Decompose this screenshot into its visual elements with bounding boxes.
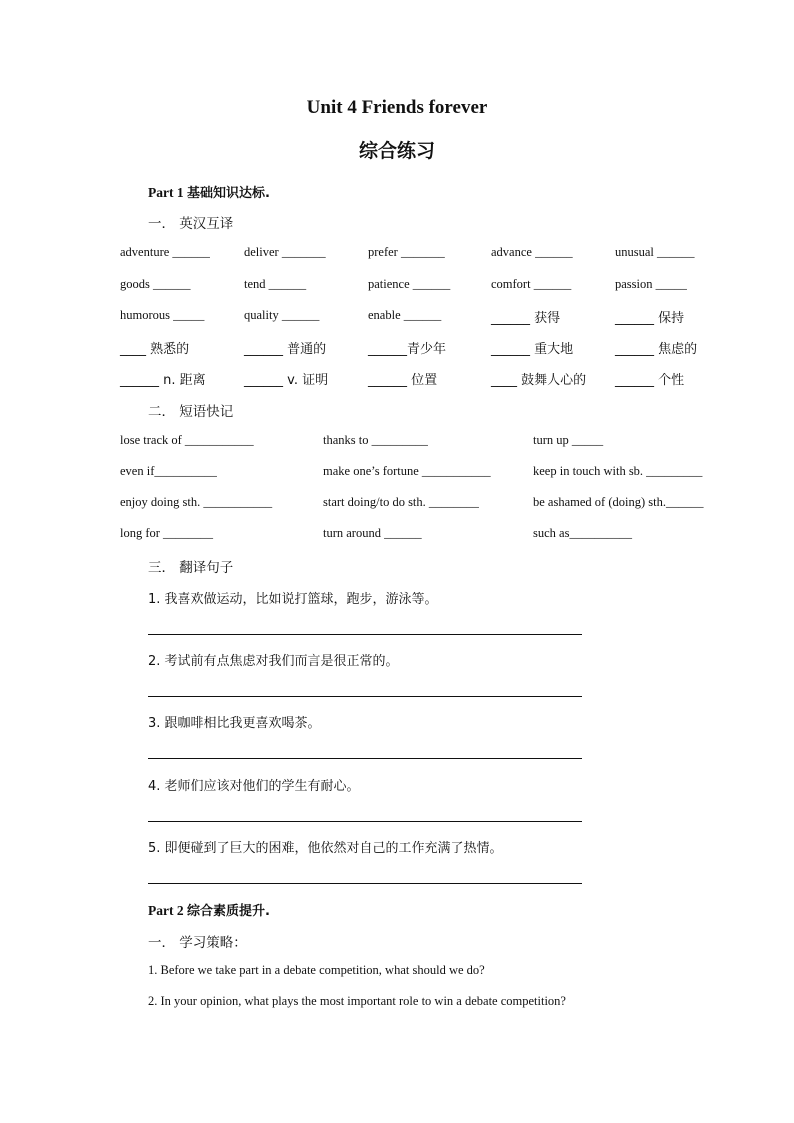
phrase-item: turn around ______	[323, 526, 422, 540]
vocab-item: humorous _____	[120, 308, 205, 322]
question-item: 2. In your opinion, what plays the most important role to win a debate competition?	[148, 994, 566, 1008]
phrase-item: even if__________	[120, 464, 217, 478]
answer-line[interactable]	[148, 883, 582, 884]
vocab-item: ______ v. 证明	[244, 373, 329, 388]
vocab-item: tend ______	[244, 277, 307, 291]
question-item: 1. Before we take part in a debate competition, what should we do?	[148, 963, 485, 977]
vocab-item: ____ 鼓舞人心的	[491, 373, 587, 388]
page-title: Unit 4 Friends forever	[306, 97, 488, 118]
vocab-item: ______ 重大地	[491, 342, 574, 357]
phrase-item: be ashamed of (doing) sth.______	[533, 495, 704, 509]
vocab-item: deliver _______	[244, 245, 326, 259]
section-phrases-heading: 二． 短语快记	[148, 404, 234, 420]
answer-line[interactable]	[148, 821, 582, 822]
part1-heading	[148, 182, 270, 201]
vocab-item: ______青少年	[368, 342, 447, 357]
sentence-text: 4. 老师们应该对他们的学生有耐心。	[148, 779, 360, 794]
vocab-item: ______ n. 距离	[120, 373, 206, 388]
vocab-item: ______ 获得	[491, 311, 561, 326]
vocab-item: adventure ______	[120, 245, 210, 259]
sentence-item	[148, 775, 360, 794]
section-sentences-heading: 三． 翻译句子	[148, 560, 234, 576]
vocab-item: ______ 焦虑的	[615, 342, 698, 357]
part1-heading-en: Part 1	[148, 185, 184, 200]
sentence-text: 1. 我喜欢做运动，比如说打篮球，跑步，游泳等。	[148, 592, 438, 607]
vocab-item: passion _____	[615, 277, 687, 291]
phrase-item: start doing/to do sth. ________	[323, 495, 479, 509]
sentence-item	[148, 837, 503, 856]
vocab-item: ______ 保持	[615, 311, 685, 326]
vocab-item: patience ______	[368, 277, 451, 291]
part2-heading	[148, 900, 270, 919]
section-translation-heading: 一． 英汉互译	[148, 216, 234, 232]
phrase-item: such as__________	[533, 526, 632, 540]
vocab-item: goods ______	[120, 277, 191, 291]
sentence-text: 2. 考试前有点焦虑对我们而言是很正常的。	[148, 654, 399, 669]
section-strategy-heading: 一． 学习策略：	[148, 935, 247, 951]
sentence-item	[148, 712, 321, 731]
vocab-item: enable ______	[368, 308, 442, 322]
vocab-item: prefer _______	[368, 245, 445, 259]
phrase-item: keep in touch with sb. _________	[533, 464, 703, 478]
phrase-item: make one’s fortune ___________	[323, 464, 491, 478]
answer-line[interactable]	[148, 696, 582, 697]
vocab-item: unusual ______	[615, 245, 695, 259]
sentence-item	[148, 588, 438, 607]
sentence-text: 5. 即便碰到了巨大的困难，他依然对自己的工作充满了热情。	[148, 841, 503, 856]
page-subtitle: 综合练习	[358, 140, 435, 162]
phrase-item: lose track of ___________	[120, 433, 254, 447]
part2-heading-en: Part 2	[148, 903, 184, 918]
answer-line[interactable]	[148, 758, 582, 759]
vocab-item: comfort ______	[491, 277, 572, 291]
vocab-item: ______ 位置	[368, 373, 438, 388]
part2-heading-cn: 综合素质提升.	[186, 904, 270, 919]
vocab-item: ____ 熟悉的	[120, 342, 190, 357]
phrase-item: long for ________	[120, 526, 214, 540]
answer-line[interactable]	[148, 634, 582, 635]
sentence-text: 3. 跟咖啡相比我更喜欢喝茶。	[148, 716, 321, 731]
vocab-item: advance ______	[491, 245, 573, 259]
vocab-item: ______ 个性	[615, 373, 685, 388]
phrase-item: thanks to _________	[323, 433, 428, 447]
phrase-item: turn up _____	[533, 433, 604, 447]
vocab-item: ______ 普通的	[244, 342, 327, 357]
sentence-item	[148, 650, 399, 669]
phrase-item: enjoy doing sth. ___________	[120, 495, 273, 509]
vocab-item: quality ______	[244, 308, 320, 322]
part1-heading-cn: 基础知识达标.	[186, 186, 270, 201]
